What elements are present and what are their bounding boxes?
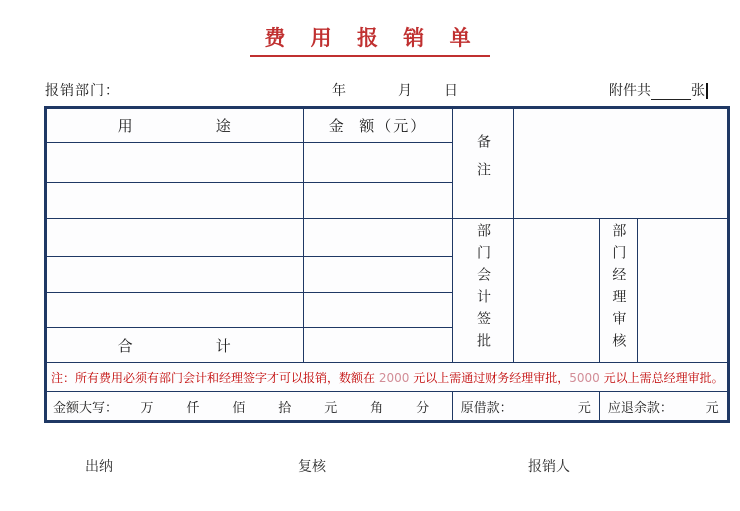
attachment-count [609,80,708,100]
amount-input-row1[interactable] [304,143,452,183]
month-label: 月 [398,83,412,99]
amount-unit-row [124,397,446,416]
purpose-input-row5[interactable] [46,293,304,328]
amount-input-row2[interactable] [304,183,452,219]
total-label-cell: 合 计 [46,328,304,363]
manager-sign-cell[interactable] [637,219,728,363]
manager-label-cell [599,219,637,363]
form-title-wrap [0,22,740,57]
amount-unit: 角 [370,400,384,416]
amount-column-header: 金 额（元） [304,108,452,143]
note-threshold-2: 5000 [569,370,600,385]
accountant-label: 部门会计签批 [475,222,492,355]
remark-label-cell [452,108,514,219]
amount-input-row3[interactable] [304,219,452,257]
note-threshold-1: 2000 [378,370,410,385]
original-loan-cell[interactable] [452,392,599,422]
amount-unit: 万 [140,400,154,416]
attachment-count-blank[interactable] [651,86,691,100]
reviewer-label: 复核 [298,459,326,475]
attachment-suffix-label: 张 [691,83,705,99]
note-text-mid: 元以上需通过财务经理审批， [409,370,570,385]
amount-unit: 仟 [186,400,200,416]
signature-footer [0,456,740,476]
amount-unit: 拾 [278,400,292,416]
day-label: 日 [444,83,458,99]
note-text-prefix: 注：所有费用必须有部门会计和经理签字才可以报销，数额在 [51,370,379,385]
purpose-column-header: 用 途 [46,108,304,143]
refund-balance-cell[interactable] [599,392,728,422]
attachment-prefix-label: 附件共 [609,83,651,99]
original-loan-label: 原借款： [460,400,513,416]
total-amount-cell[interactable] [304,328,452,363]
purpose-input-row4[interactable] [46,257,304,293]
refund-balance-unit: 元 [705,400,719,416]
form-title: 费 用 报 销 单 [250,22,489,57]
year-label: 年 [332,83,346,99]
department-label: 报销部门： [45,83,120,99]
purpose-input-row1[interactable] [46,143,304,183]
amount-input-row4[interactable] [304,257,452,293]
accountant-label-cell [452,219,514,363]
remark-input-cell[interactable] [514,108,728,219]
amount-in-words-label: 金额大写： [53,400,119,416]
remark-label: 备注 [475,133,492,190]
purpose-input-row3[interactable] [46,219,304,257]
text-cursor [706,83,708,99]
form-topbar [44,78,712,102]
claimant-label: 报销人 [528,459,570,475]
expense-table [44,106,730,423]
approval-note [46,363,729,392]
amount-unit: 佰 [232,400,246,416]
note-text-suffix: 元以上需总经理审批。 [599,370,724,385]
amount-input-row5[interactable] [304,293,452,328]
cashier-label: 出纳 [85,459,113,475]
amount-unit: 分 [416,400,430,416]
original-loan-unit: 元 [577,400,591,416]
accountant-sign-cell[interactable] [514,219,599,363]
amount-unit: 元 [324,400,338,416]
refund-balance-label: 应退余款： [607,400,673,416]
amount-in-words-cell[interactable] [46,392,453,422]
purpose-input-row2[interactable] [46,183,304,219]
manager-label: 部门经理审核 [610,222,627,355]
